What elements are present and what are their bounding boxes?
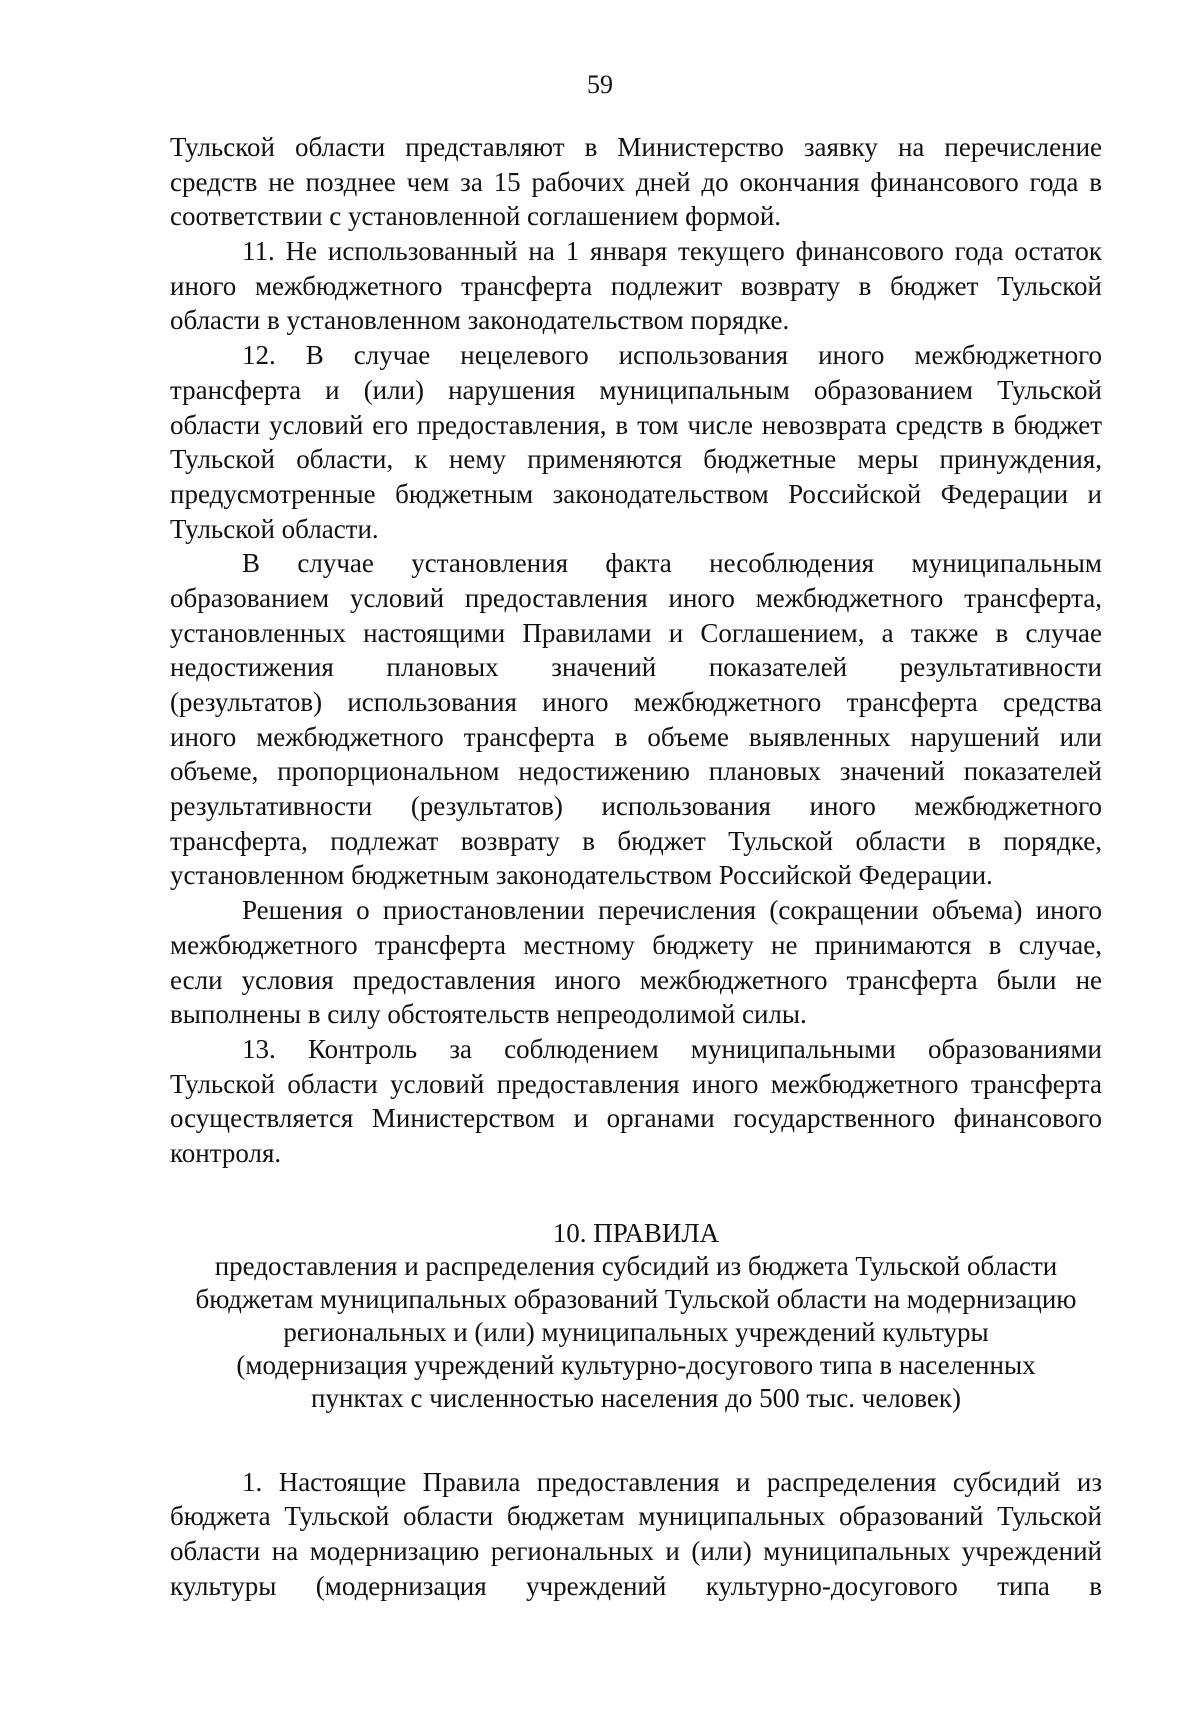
heading-line-2: бюджетам муниципальных образований Тульской области на модернизацию <box>195 1283 1077 1314</box>
text-line: если условия предоставления иного межбюджетного трансферта были не <box>170 964 1102 995</box>
text-line: Тульской области условий предоставления иного межбюджетного трансферта <box>170 1068 1102 1099</box>
text-line: Решения о приостановлении перечисления (сокращении объема) иного <box>242 895 1102 926</box>
text-line: 11. Не использованный на 1 января текущего финансового года остаток <box>242 236 1102 267</box>
text-line: контроля. <box>170 1137 282 1168</box>
bottom-paragraphs <box>170 1465 1102 1604</box>
paragraph <box>170 234 1102 338</box>
text-line: объеме, пропорциональном недостижению плановых значений показателей <box>170 756 1102 787</box>
text-line: области на модернизацию региональных и (или) муниципальных учреждений <box>170 1536 1102 1566</box>
text-line: установленных настоящими Правилами и Соглашением, а также в случае <box>170 617 1102 648</box>
text-line: результативности (результатов) использования иного межбюджетного <box>170 791 1102 822</box>
text-line: выполнены в силу обстоятельств непреодолимой силы. <box>170 999 807 1030</box>
paragraph <box>170 338 1102 546</box>
text-line: 12. В случае нецелевого использования иного межбюджетного <box>242 340 1102 371</box>
page-number: 59 <box>587 70 613 99</box>
text-line: трансферта, подлежат возврату в бюджет Тульской области в порядке, <box>170 825 1102 856</box>
text-line: образованием условий предоставления иного межбюджетного трансферта, <box>170 582 1102 613</box>
text-line: бюджета Тульской области бюджетам муниципальных образований Тульской <box>170 1501 1102 1532</box>
text-line: недостижения плановых значений показателей результативности <box>170 652 1102 683</box>
top-paragraphs <box>170 130 1102 1171</box>
text-line: трансферта и (или) нарушения муниципальным образованием Тульской <box>170 374 1102 405</box>
paragraph <box>170 546 1102 893</box>
text-line: иного межбюджетного трансферта подлежит возврату в бюджет Тульской <box>170 270 1102 301</box>
heading-line-3: региональных и (или) муниципальных учреждений культуры <box>283 1316 989 1347</box>
text-line: В случае установления факта несоблюдения муниципальным <box>242 548 1102 579</box>
text-line: средств не позднее чем за 15 рабочих дней до окончания финансового года в <box>170 166 1102 197</box>
text-line: соответствии с установленной соглашением формой. <box>170 201 782 232</box>
paragraph <box>170 893 1102 1032</box>
rules-heading <box>170 1217 1102 1415</box>
text-line: области условий его предоставления, в том числе невозврата средств в бюджет <box>170 409 1102 440</box>
text-line: области в установленном законодательством порядке. <box>170 305 790 336</box>
text-line: 1. Настоящие Правила предоставления и распределения субсидий из <box>242 1466 1102 1497</box>
document-body <box>170 130 1102 1603</box>
text-line: межбюджетного трансферта местному бюджету не принимаются в случае, <box>170 929 1102 960</box>
text-line: Тульской области представляют в Министерство заявку на перечисление <box>170 132 1102 162</box>
heading-line-1: предоставления и распределения субсидий из бюджета Тульской области <box>214 1250 1058 1281</box>
text-line: (результатов) использования иного межбюджетного трансферта средства <box>170 687 1102 717</box>
text-line: 13. Контроль за соблюдением муниципальными образованиями <box>242 1033 1102 1064</box>
text-line: Тульской области, к нему применяются бюджетные меры принуждения, <box>170 444 1102 475</box>
paragraph <box>170 1465 1102 1604</box>
text-line: культуры (модернизация учреждений культурно-досугового типа в <box>170 1570 1102 1601</box>
heading-line-4: (модернизация учреждений культурно-досугового типа в населенных <box>236 1349 1036 1380</box>
text-line: установленном бюджетным законодательством Российской Федерации. <box>170 860 993 891</box>
text-line: Тульской области. <box>170 513 379 544</box>
text-line: осуществляется Министерством и органами государственного финансового <box>170 1103 1102 1134</box>
heading-title: 10. ПРАВИЛА <box>552 1217 720 1248</box>
paragraph <box>170 1032 1102 1171</box>
paragraph <box>170 130 1102 234</box>
text-line: предусмотренные бюджетным законодательством Российской Федерации и <box>170 478 1102 509</box>
text-line: иного межбюджетного трансферта в объеме выявленных нарушений или <box>170 721 1102 752</box>
heading-line-5: пунктах с численностью населения до 500 тыс. человек) <box>311 1382 961 1413</box>
